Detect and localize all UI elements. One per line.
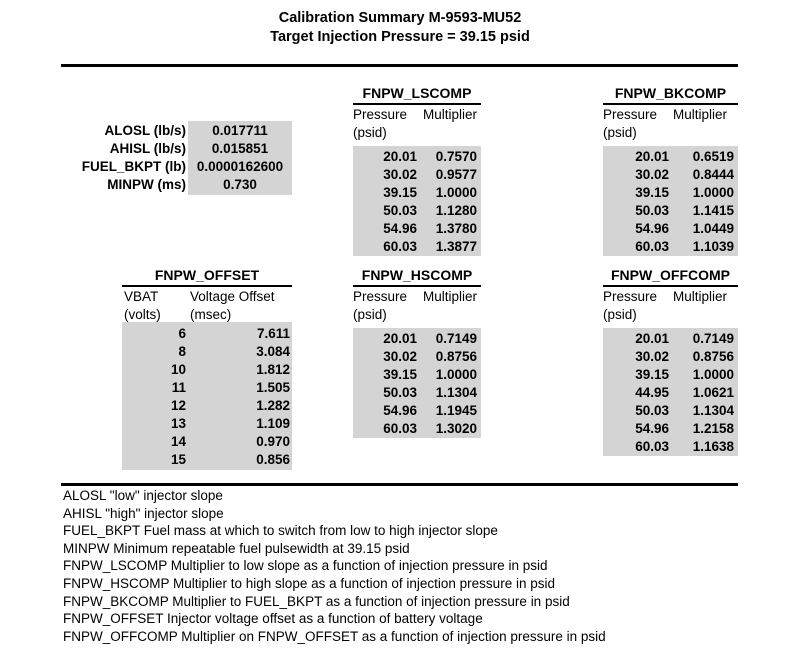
table-cell-vbat: 12 xyxy=(170,398,186,413)
offcomp-header-unit: (psid) xyxy=(603,307,637,322)
legend-item: FNPW_OFFSET Injector voltage offset as a function of battery voltage xyxy=(63,611,483,627)
lscomp-title-underline xyxy=(353,103,481,105)
bkcomp-title: FNPW_BKCOMP xyxy=(614,85,727,101)
param-value: 0.0000162600 xyxy=(196,159,284,174)
bkcomp-header-col1: Pressure xyxy=(603,107,658,122)
legend-item: MINPW Minimum repeatable fuel pulsewidth at 39.15 psid xyxy=(63,540,410,556)
offset-header-unit1: (volts) xyxy=(124,307,161,322)
page-title: Calibration Summary M-9593-MU52 xyxy=(278,10,522,26)
param-label: ALOSL (lb/s) xyxy=(104,123,186,138)
table-cell-offset: 1.505 xyxy=(256,380,290,395)
table-cell-vbat: 15 xyxy=(170,452,186,467)
legend-item: FUEL_BKPT Fuel mass at which to switch from low to high injector slope xyxy=(63,523,498,539)
lscomp-header-col2: Multiplier xyxy=(423,107,478,122)
param-value: 0.017711 xyxy=(212,123,268,138)
table-cell-pressure: 20.01 xyxy=(383,331,417,346)
lscomp-header-col1: Pressure xyxy=(353,107,408,122)
table-cell-multiplier: 1.0000 xyxy=(435,367,477,382)
table-cell-multiplier: 1.0449 xyxy=(692,221,734,236)
table-cell-multiplier: 1.1304 xyxy=(692,403,734,418)
param-value: 0.015851 xyxy=(211,141,269,156)
table-cell-pressure: 54.96 xyxy=(635,221,669,236)
lscomp-title: FNPW_LSCOMP xyxy=(362,85,472,101)
table-cell-multiplier: 0.8756 xyxy=(435,349,477,364)
offset-header-col1: VBAT xyxy=(124,289,159,304)
offset-header-col2: Voltage Offset xyxy=(190,289,275,304)
hscomp-title-underline xyxy=(353,285,481,287)
param-label: AHISL (lb/s) xyxy=(109,141,186,156)
top-divider xyxy=(61,64,738,67)
hscomp-header-unit: (psid) xyxy=(353,307,387,322)
table-cell-multiplier: 0.7149 xyxy=(435,331,477,346)
param-value: 0.730 xyxy=(223,177,257,192)
table-cell-multiplier: 1.1280 xyxy=(435,203,477,218)
table-cell-multiplier: 0.6519 xyxy=(692,149,734,164)
page-subtitle: Target Injection Pressure = 39.15 psid xyxy=(270,29,530,45)
table-cell-multiplier: 1.1039 xyxy=(692,239,734,254)
param-label: MINPW (ms) xyxy=(107,177,186,192)
bkcomp-header-unit: (psid) xyxy=(603,125,637,140)
table-cell-pressure: 60.03 xyxy=(635,239,669,254)
table-cell-multiplier: 1.0000 xyxy=(692,367,734,382)
table-cell-vbat: 11 xyxy=(171,380,186,395)
table-cell-pressure: 50.03 xyxy=(383,385,417,400)
table-cell-pressure: 50.03 xyxy=(635,403,669,418)
table-cell-multiplier: 1.3780 xyxy=(435,221,477,236)
table-cell-multiplier: 0.7570 xyxy=(435,149,477,164)
table-cell-multiplier: 1.3020 xyxy=(435,421,477,436)
legend-item: FNPW_HSCOMP Multiplier to high slope as a function of injection pressure in psid xyxy=(63,576,555,591)
table-cell-pressure: 60.03 xyxy=(383,239,417,254)
legend-item: FNPW_BKCOMP Multiplier to FUEL_BKPT as a function of injection pressure in psid xyxy=(63,593,570,609)
hscomp-header-col2: Multiplier xyxy=(423,289,478,304)
offcomp-title: FNPW_OFFCOMP xyxy=(611,267,730,283)
table-cell-vbat: 8 xyxy=(178,344,186,359)
table-cell-vbat: 6 xyxy=(178,326,186,341)
table-cell-vbat: 13 xyxy=(170,416,186,431)
table-cell-multiplier: 1.1638 xyxy=(692,439,734,454)
table-cell-multiplier: 1.0000 xyxy=(692,185,734,200)
table-cell-multiplier: 1.1304 xyxy=(435,385,477,400)
table-cell-pressure: 20.01 xyxy=(635,149,669,164)
lscomp-header-unit: (psid) xyxy=(353,125,387,140)
offcomp-header-col2: Multiplier xyxy=(673,289,728,304)
table-cell-offset: 0.856 xyxy=(256,452,290,467)
offcomp-header-col1: Pressure xyxy=(603,289,658,304)
table-cell-pressure: 30.02 xyxy=(383,167,417,182)
hscomp-header-col1: Pressure xyxy=(353,289,408,304)
table-cell-pressure: 54.96 xyxy=(383,221,417,236)
table-cell-offset: 1.282 xyxy=(256,398,290,413)
offcomp-title-underline xyxy=(603,285,738,287)
table-cell-pressure: 39.15 xyxy=(383,185,417,200)
legend-item: ALOSL "low" injector slope xyxy=(63,488,223,503)
table-cell-multiplier: 0.9577 xyxy=(435,167,477,182)
table-cell-multiplier: 1.1945 xyxy=(435,403,477,418)
table-cell-pressure: 39.15 xyxy=(383,367,417,382)
offset-title: FNPW_OFFSET xyxy=(154,267,260,283)
table-cell-pressure: 50.03 xyxy=(383,203,417,218)
table-cell-pressure: 30.02 xyxy=(635,349,669,364)
table-cell-offset: 0.970 xyxy=(256,434,290,449)
table-cell-pressure: 20.01 xyxy=(635,331,669,346)
table-cell-vbat: 14 xyxy=(170,434,186,449)
table-cell-pressure: 20.01 xyxy=(383,149,417,164)
table-cell-offset: 7.611 xyxy=(256,326,290,341)
table-cell-offset: 3.084 xyxy=(256,344,290,359)
bkcomp-title-underline xyxy=(603,103,738,105)
offset-header-unit2: (msec) xyxy=(190,307,232,322)
legend-item: FNPW_OFFCOMP Multiplier on FNPW_OFFSET as a function of injection pressure in psid xyxy=(63,628,606,644)
legend-item: FNPW_LSCOMP Multiplier to low slope as a function of injection pressure in psid xyxy=(63,558,548,574)
table-cell-multiplier: 0.8756 xyxy=(692,349,734,364)
table-cell-multiplier: 1.0000 xyxy=(435,185,477,200)
table-cell-pressure: 44.95 xyxy=(635,385,669,400)
hscomp-title: FNPW_HSCOMP xyxy=(361,267,473,283)
table-cell-offset: 1.812 xyxy=(256,362,290,377)
table-cell-pressure: 54.96 xyxy=(635,421,669,436)
offset-title-underline xyxy=(122,285,292,287)
table-cell-pressure: 60.03 xyxy=(383,421,417,436)
table-cell-vbat: 10 xyxy=(170,362,186,377)
table-cell-multiplier: 1.2158 xyxy=(692,421,734,436)
table-cell-multiplier: 1.1415 xyxy=(692,203,734,218)
legend-item: AHISL "high" injector slope xyxy=(63,505,224,521)
table-cell-multiplier: 1.0621 xyxy=(692,385,734,400)
table-cell-pressure: 54.96 xyxy=(383,403,417,418)
table-cell-pressure: 30.02 xyxy=(383,349,417,364)
table-cell-pressure: 39.15 xyxy=(635,185,669,200)
table-cell-pressure: 39.15 xyxy=(635,367,669,382)
table-cell-multiplier: 1.3877 xyxy=(435,239,477,254)
table-cell-pressure: 30.02 xyxy=(635,167,669,182)
bkcomp-header-col2: Multiplier xyxy=(673,107,728,122)
table-cell-offset: 1.109 xyxy=(256,416,290,431)
param-label: FUEL_BKPT (lb) xyxy=(81,159,186,174)
table-cell-multiplier: 0.7149 xyxy=(692,331,734,346)
table-cell-pressure: 60.03 xyxy=(635,439,669,454)
bottom-divider xyxy=(61,483,738,486)
table-cell-multiplier: 0.8444 xyxy=(692,167,734,182)
table-cell-pressure: 50.03 xyxy=(635,203,669,218)
